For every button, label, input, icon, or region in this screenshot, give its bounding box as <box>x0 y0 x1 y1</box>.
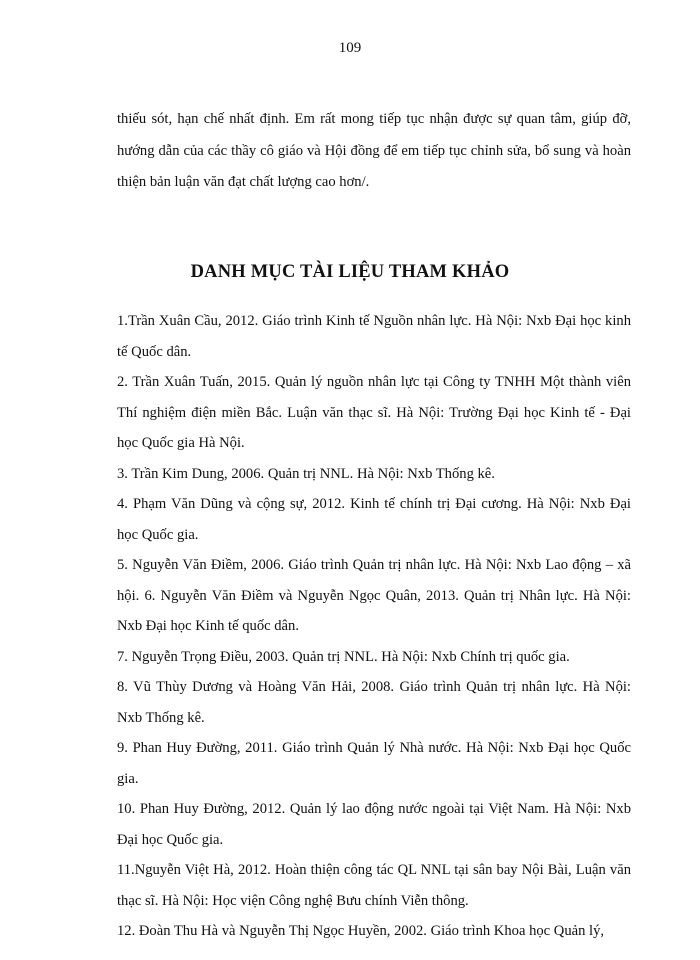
reference-item: 3. Trần Kim Dung, 2006. Quản trị NNL. Hà Nội: Nxb Thống kê. <box>117 465 495 482</box>
reference-item: 8. Vũ Thùy Dương và Hoàng Văn Hải, 2008. Giáo trình Quản trị nhân lực. Hà Nội: Nxb Thống kê. <box>117 679 631 726</box>
reference-item: 4. Phạm Văn Dũng và cộng sự, 2012. Kinh tế chính trị Đại cương. Hà Nội: Nxb Đại học Quốc gia. <box>117 496 631 543</box>
reference-item: 1.Trần Xuân Cầu, 2012. Giáo trình Kinh tế Nguồn nhân lực. Hà Nội: Nxb Đại học kinh tế Quốc dân. <box>117 313 631 360</box>
reference-item: 2. Trần Xuân Tuấn, 2015. Quản lý nguồn nhân lực tại Công ty TNHH Một thành viên Thí nghiệm điện miền Bắc. Luận văn thạc sĩ. Hà Nội: Trường Đại học Kinh tế - Đại học Quốc gia Hà Nội. <box>117 374 631 451</box>
page-number: 109 <box>338 40 362 56</box>
reference-item: 5. Nguyễn Văn Điềm, 2006. Giáo trình Quản trị nhân lực. Hà Nội: Nxb Lao động – xã hội. 6. Nguyễn Văn Điềm và Nguyễn Ngọc Quân, 2013. Quản trị Nhân lực. Hà Nội: Nxb Đại học Kinh tế quốc dân. <box>117 557 631 634</box>
reference-item: 10. Phan Huy Đường, 2012. Quản lý lao động nước ngoài tại Việt Nam. Hà Nội: Nxb Đại học Quốc gia. <box>117 801 631 848</box>
reference-item: 7. Nguyễn Trọng Điều, 2003. Quản trị NNL. Hà Nội: Nxb Chính trị quốc gia. <box>117 648 570 665</box>
reference-item: 9. Phan Huy Đường, 2011. Giáo trình Quản lý Nhà nước. Hà Nội: Nxb Đại học Quốc gia. <box>117 740 631 787</box>
intro-paragraph <box>117 104 631 199</box>
references-heading: DANH MỤC TÀI LIỆU THAM KHẢO <box>190 262 510 282</box>
reference-item: 12. Đoàn Thu Hà và Nguyễn Thị Ngọc Huyền, 2002. Giáo trình Khoa học Quản lý, <box>117 923 605 939</box>
intro-text: thiếu sót, hạn chế nhất định. Em rất mong tiếp tục nhận được sự quan tâm, giúp đỡ, hướng dẫn của các thầy cô giáo và Hội đồng để em tiếp tục chỉnh sửa, bổ sung và hoàn thiện bản luận văn đạt chất lượng cao hơn/. <box>117 111 631 190</box>
reference-item: 11.Nguyễn Việt Hà, 2012. Hoàn thiện công tác QL NNL tại sân bay Nội Bài, Luận văn thạc sĩ. Hà Nội: Học viện Công nghệ Bưu chính Viễn thông. <box>117 862 631 909</box>
references-list <box>117 306 631 947</box>
